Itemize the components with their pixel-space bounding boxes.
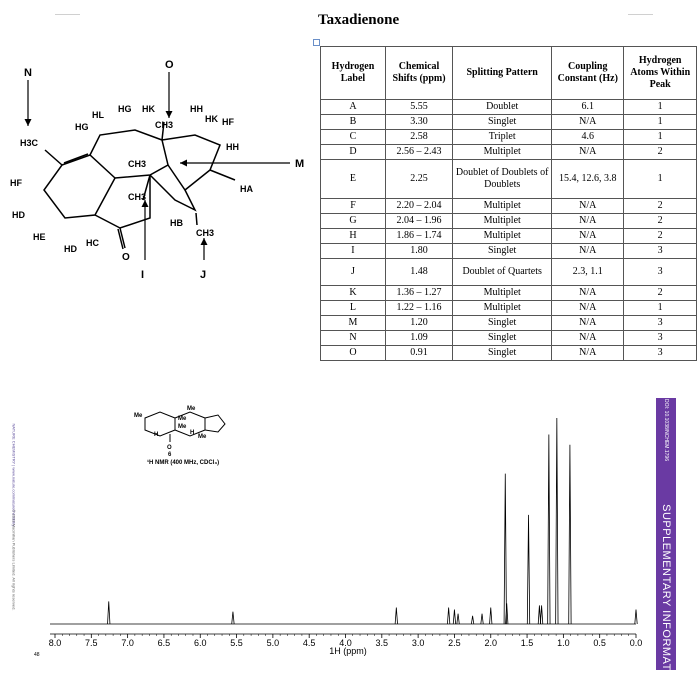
table-row — [321, 286, 697, 301]
inset-compound-number: 6 — [168, 452, 172, 458]
col-header-pattern: Splitting Pattern — [453, 47, 552, 100]
supplementary-banner-text: SUPPLEMENTARY INFORMATION — [660, 504, 672, 692]
table-cell-shift: 2.20 – 2.04 — [385, 199, 452, 214]
table-body — [321, 100, 697, 361]
table-cell-pattern: Multiplet — [453, 229, 552, 244]
spectrum-peak — [395, 608, 397, 624]
inset-label: Me — [187, 406, 196, 412]
table-cell-shift: 3.30 — [385, 115, 452, 130]
spectrum-peak — [471, 616, 473, 624]
table-row — [321, 145, 697, 160]
table-cell-label: M — [321, 316, 386, 331]
table-row — [321, 331, 697, 346]
table-cell-pattern: Doublet — [453, 100, 552, 115]
atom-label: HD — [12, 210, 25, 220]
table-cell-coupling: N/A — [552, 286, 624, 301]
inset-label: Me — [198, 434, 207, 440]
col-header-coupling: Coupling Constant (Hz) — [552, 47, 624, 100]
atom-label: HF — [222, 117, 234, 127]
x-tick-label: 7.5 — [85, 638, 98, 648]
inset-label: H — [190, 430, 195, 436]
x-tick-label: 6.5 — [157, 638, 171, 648]
left-margin-note: NATURE CHEMISTRY | www.nature.com/naturechemistry — [11, 423, 17, 527]
atom-label: CH3 — [128, 192, 147, 202]
table-cell-shift: 2.25 — [385, 160, 452, 199]
atom-label: HK — [142, 104, 155, 114]
table-cell-shift: 2.04 – 1.96 — [385, 214, 452, 229]
table-cell-atoms: 2 — [624, 286, 697, 301]
spectrum-peak — [447, 608, 449, 624]
x-tick-label: 6.0 — [193, 638, 207, 648]
spectrum-peak — [635, 610, 637, 624]
table-cell-shift: 0.91 — [385, 346, 452, 361]
table-cell-pattern: Multiplet — [453, 286, 552, 301]
table-cell-pattern: Triplet — [453, 130, 552, 145]
atom-label: HC — [86, 238, 99, 248]
table-cell-coupling: 15.4, 12.6, 3.8 — [552, 160, 624, 199]
table-cell-atoms: 3 — [624, 331, 697, 346]
atom-label: HD — [64, 244, 77, 254]
arrow-label-J: J — [200, 269, 207, 281]
x-tick-label: 2.5 — [448, 638, 461, 648]
x-tick-label: 1.5 — [520, 638, 534, 648]
col-header-label: Hydrogen Label — [321, 47, 386, 100]
table-cell-atoms: 3 — [624, 244, 697, 259]
table-header-row — [321, 47, 697, 100]
table-cell-pattern: Singlet — [453, 331, 552, 346]
x-tick-label: 1.0 — [557, 638, 570, 648]
top-rule-right — [628, 14, 653, 15]
x-tick-label: 8.0 — [48, 638, 62, 648]
x-tick-label: 7.0 — [121, 638, 134, 648]
spectrum-svg — [0, 398, 700, 700]
table-row — [321, 259, 697, 286]
atom-label: HG — [75, 122, 89, 132]
x-tick-label: 3.0 — [411, 638, 425, 648]
spectrum-peak — [453, 610, 455, 624]
spectrum-peak — [457, 614, 459, 624]
atom-label: HH — [226, 142, 239, 152]
spectrum-peak — [556, 418, 558, 624]
table-cell-coupling: N/A — [552, 244, 624, 259]
spectrum-peak — [481, 614, 483, 624]
table-row — [321, 100, 697, 115]
table-cell-coupling: N/A — [552, 346, 624, 361]
table-cell-shift: 2.58 — [385, 130, 452, 145]
inset-label: H — [154, 432, 159, 438]
table-row — [321, 316, 697, 331]
x-tick-label: 3.5 — [375, 638, 389, 648]
table-cell-label: H — [321, 229, 386, 244]
table-cell-pattern: Multiplet — [453, 301, 552, 316]
table-cell-atoms: 2 — [624, 214, 697, 229]
atom-label: O — [122, 252, 130, 263]
x-tick-label: 4.0 — [339, 638, 352, 648]
table-anchor-icon — [313, 39, 320, 46]
atom-label: CH3 — [155, 120, 174, 130]
table-cell-shift: 2.56 – 2.43 — [385, 145, 452, 160]
table-cell-shift: 1.20 — [385, 316, 452, 331]
table-cell-atoms: 3 — [624, 316, 697, 331]
table-cell-pattern: Doublet of Doublets of Doublets — [453, 160, 552, 199]
table-cell-coupling: N/A — [552, 301, 624, 316]
atom-label: HL — [92, 110, 104, 120]
side-doi: DOI: 10.1038/NCHEM.1796 — [663, 399, 669, 461]
arrow-label-M: M — [295, 158, 305, 170]
table-cell-coupling: 4.6 — [552, 130, 624, 145]
table-cell-coupling: N/A — [552, 229, 624, 244]
x-tick-label: 5.5 — [230, 638, 243, 648]
table-row — [321, 115, 697, 130]
table-row — [321, 346, 697, 361]
spectrum-peak — [490, 608, 492, 624]
table-cell-pattern: Singlet — [453, 115, 552, 130]
atom-label: HF — [10, 178, 22, 188]
spectrum-peak — [232, 612, 234, 624]
table-cell-coupling: N/A — [552, 199, 624, 214]
table-cell-coupling: 6.1 — [552, 100, 624, 115]
table-cell-coupling: N/A — [552, 214, 624, 229]
arrow-label-O: O — [165, 59, 174, 71]
table-cell-label: J — [321, 259, 386, 286]
table-row — [321, 130, 697, 145]
table-row — [321, 199, 697, 214]
table-cell-atoms: 1 — [624, 160, 697, 199]
spectrum-peaks — [108, 418, 638, 624]
table-cell-label: N — [321, 331, 386, 346]
page-title: Taxadienone — [318, 12, 400, 28]
table-cell-atoms: 1 — [624, 100, 697, 115]
atom-label: HH — [190, 104, 203, 114]
table-cell-atoms: 1 — [624, 115, 697, 130]
table-cell-atoms: 3 — [624, 259, 697, 286]
nmr-assignment-table — [320, 46, 697, 361]
table-row — [321, 160, 697, 199]
col-header-atoms: Hydrogen Atoms Within Peak — [624, 47, 697, 100]
table-cell-coupling: N/A — [552, 115, 624, 130]
top-rule-left — [55, 14, 80, 15]
spectrum-peak — [504, 474, 506, 624]
x-tick-label: 0.5 — [593, 638, 606, 648]
x-tick-label: 2.0 — [484, 638, 498, 648]
table-cell-shift: 1.86 – 1.74 — [385, 229, 452, 244]
table-cell-pattern: Multiplet — [453, 214, 552, 229]
spectrum-peak — [527, 515, 529, 624]
table-cell-label: G — [321, 214, 386, 229]
table-cell-shift: 5.55 — [385, 100, 452, 115]
table-cell-pattern: Singlet — [453, 346, 552, 361]
table-cell-pattern: Singlet — [453, 244, 552, 259]
table-cell-coupling: N/A — [552, 331, 624, 346]
atom-label: HK — [205, 114, 218, 124]
x-tick-label: 4.5 — [302, 638, 316, 648]
table-cell-label: O — [321, 346, 386, 361]
inset-label: O — [167, 445, 172, 451]
table-cell-label: C — [321, 130, 386, 145]
table-cell-label: K — [321, 286, 386, 301]
spectrum-peak — [540, 605, 542, 624]
table-cell-atoms: 2 — [624, 145, 697, 160]
table-cell-label: I — [321, 244, 386, 259]
table-row — [321, 244, 697, 259]
table-cell-atoms: 2 — [624, 199, 697, 214]
atom-label: CH3 — [128, 159, 147, 169]
page-number: 48 — [34, 652, 40, 658]
table-cell-atoms: 1 — [624, 130, 697, 145]
atom-label: CH3 — [196, 228, 215, 238]
table-cell-coupling: N/A — [552, 316, 624, 331]
spectrum-peak — [108, 601, 110, 624]
arrow-label-I: I — [141, 269, 145, 281]
table-cell-label: E — [321, 160, 386, 199]
atom-label: HG — [118, 104, 132, 114]
table-row — [321, 214, 697, 229]
col-header-shift: Chemical Shifts (ppm) — [385, 47, 452, 100]
atom-label: HE — [33, 232, 46, 242]
spectrum-inset — [134, 406, 225, 466]
taxadienone-structure — [0, 50, 316, 300]
atom-label: HB — [170, 218, 183, 228]
inset-label: Me — [178, 424, 187, 430]
left-margin-copyright: © 2013 Macmillan Publishers Limited. All rights reserved. — [11, 509, 17, 611]
table-row — [321, 301, 697, 316]
table-cell-label: F — [321, 199, 386, 214]
spectrum-peak — [548, 434, 550, 624]
inset-caption: ¹H NMR (400 MHz, CDCl₃) — [147, 460, 220, 466]
x-tick-label: 0.0 — [629, 638, 643, 648]
structure-svg — [0, 50, 316, 300]
table-row — [321, 229, 697, 244]
arrow-label-N: N — [24, 67, 32, 79]
x-axis-label: 1H (ppm) — [329, 646, 367, 656]
table-cell-pattern: Multiplet — [453, 145, 552, 160]
atom-label: HA — [240, 184, 253, 194]
table-cell-shift: 1.09 — [385, 331, 452, 346]
table-cell-pattern: Multiplet — [453, 199, 552, 214]
inset-label: Me — [178, 416, 187, 422]
x-tick-label: 5.0 — [266, 638, 280, 648]
table-cell-label: A — [321, 100, 386, 115]
table-cell-shift: 1.22 – 1.16 — [385, 301, 452, 316]
table-cell-label: D — [321, 145, 386, 160]
inset-label: Me — [134, 413, 143, 419]
table-cell-coupling: 2.3, 1.1 — [552, 259, 624, 286]
table-cell-shift: 1.80 — [385, 244, 452, 259]
table-cell-atoms: 3 — [624, 346, 697, 361]
table-cell-shift: 1.48 — [385, 259, 452, 286]
table-cell-label: B — [321, 115, 386, 130]
atom-label: H3C — [20, 138, 39, 148]
table-cell-pattern: Singlet — [453, 316, 552, 331]
spectrum-peak — [569, 445, 571, 624]
nmr-spectrum — [0, 398, 700, 700]
table-cell-atoms: 1 — [624, 301, 697, 316]
table-cell-shift: 1.36 – 1.27 — [385, 286, 452, 301]
table-cell-label: L — [321, 301, 386, 316]
table-cell-coupling: N/A — [552, 145, 624, 160]
table-cell-pattern: Doublet of Quartets — [453, 259, 552, 286]
table-cell-atoms: 2 — [624, 229, 697, 244]
